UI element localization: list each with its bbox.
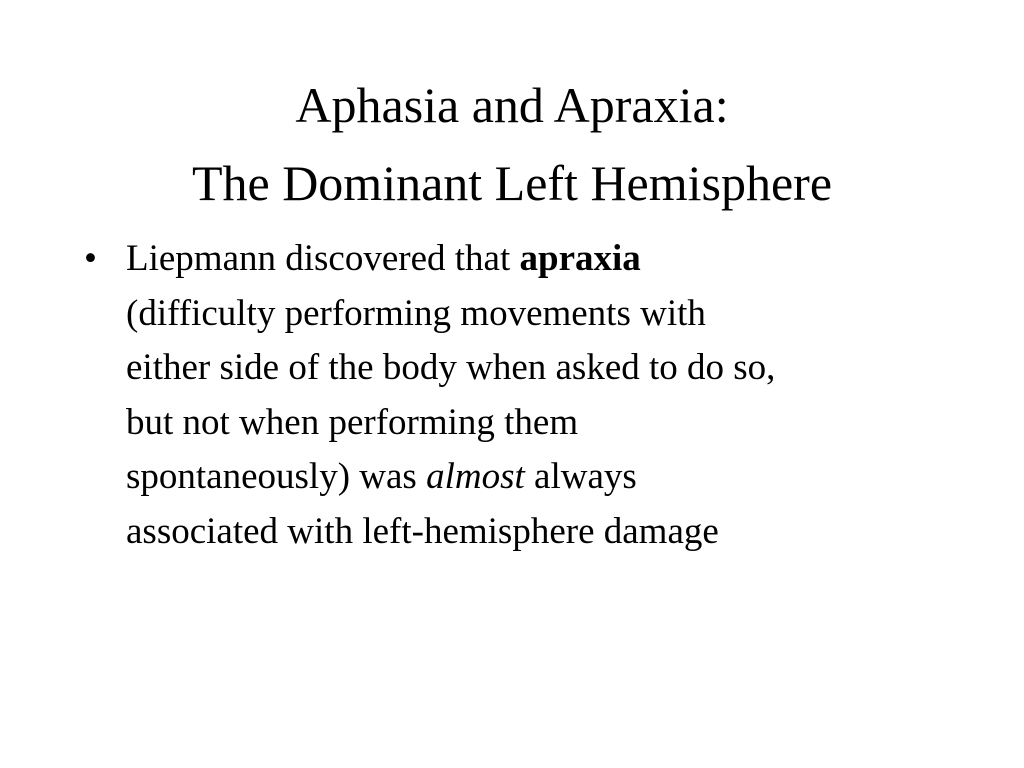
bullet-line-5	[126, 450, 944, 505]
title-line-1: Aphasia and Apraxia:	[295, 77, 729, 133]
bullet-line-6: associated with left-hemisphere damage	[126, 510, 719, 552]
bullet-line-2: (difficulty performing movements with	[126, 292, 706, 334]
bullet-text: Liepmann discovered that	[126, 238, 520, 279]
bullet-text: spontaneously) was	[126, 456, 427, 497]
bullet-text: always	[524, 456, 637, 497]
bullet-line-3: either side of the body when asked to do so,	[126, 347, 776, 388]
bullet-list	[84, 232, 944, 559]
slide-title	[0, 66, 1024, 222]
bullet-line-4: but not when performing them	[126, 401, 579, 443]
bold-term-apraxia: apraxia	[519, 238, 641, 279]
bullet-marker: •	[84, 238, 97, 279]
title-line-2: The Dominant Left Hemisphere	[191, 155, 833, 211]
bullet-line-1	[126, 232, 944, 287]
bullet-item	[84, 232, 944, 559]
italic-term-almost: almost	[426, 456, 525, 497]
